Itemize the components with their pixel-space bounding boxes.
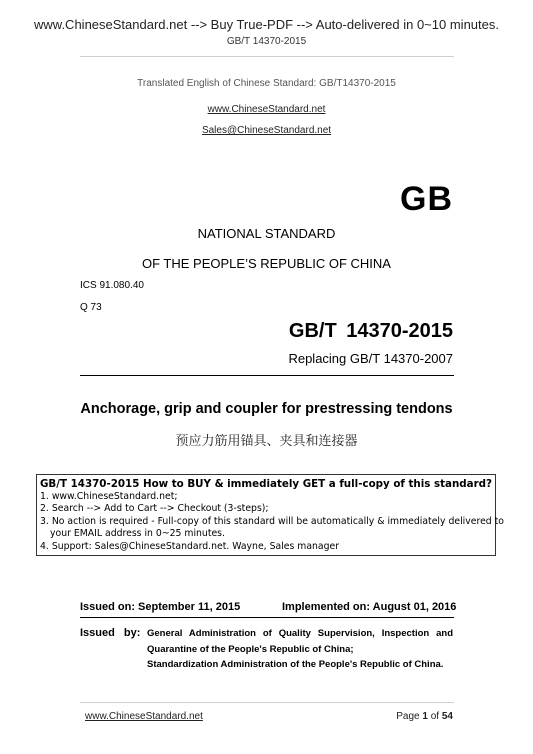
page-total: 54 bbox=[441, 711, 453, 722]
title-chinese: 预应力筋用锚具、夹具和连接器 bbox=[175, 434, 358, 449]
national-standard-line2: OF THE PEOPLE’S REPUBLIC OF CHINA bbox=[142, 256, 391, 271]
buy-box-step-3-cont: your EMAIL address in 0~25 minutes. bbox=[50, 528, 225, 540]
replacing-standard: Replacing GB/T 14370-2007 bbox=[288, 351, 453, 366]
issued-by-label: Issued by: bbox=[80, 627, 141, 639]
gb-logo: GB bbox=[400, 180, 453, 218]
page-prefix: Page bbox=[396, 711, 420, 722]
website-link-row bbox=[0, 99, 533, 117]
email-link[interactable]: Sales@ChineseStandard.net bbox=[201, 125, 332, 136]
page-indicator bbox=[396, 711, 453, 722]
email-link-row bbox=[0, 120, 533, 138]
buy-box-step-4: 4. Support: Sales@ChineseStandard.net. Wayne, Sales manager bbox=[40, 540, 340, 552]
footer-website-link[interactable]: www.ChineseStandard.net bbox=[85, 711, 203, 722]
page-of: of bbox=[430, 711, 440, 722]
classification-code: Q 73 bbox=[80, 302, 102, 313]
header-standard-number: GB/T 14370-2015 bbox=[226, 36, 307, 47]
translated-note: Translated English of Chinese Standard: GB/T14370-2015 bbox=[137, 78, 396, 89]
buy-box-step-1: 1. www.ChineseStandard.net; bbox=[40, 491, 178, 502]
issued-divider bbox=[80, 617, 454, 618]
header-divider bbox=[80, 56, 454, 57]
implemented-on-date: Implemented on: August 01, 2016 bbox=[282, 601, 457, 613]
issued-by-authority-1: General Administration of Quality Supervision, Inspection and Quarantine of the People's Republic of China; bbox=[147, 628, 453, 655]
national-standard-line1: NATIONAL STANDARD bbox=[197, 226, 336, 241]
buy-box-step-2: 2. Search --> Add to Cart --> Checkout (3-steps); bbox=[40, 503, 269, 515]
title-english: Anchorage, grip and coupler for prestressing tendons bbox=[80, 401, 453, 417]
title-divider bbox=[80, 375, 454, 376]
buy-box-step-3: 3. No action is required - Full-copy of this standard will be automatically & immediately delivered to bbox=[40, 515, 504, 527]
issued-on-date: Issued on: September 11, 2015 bbox=[80, 601, 241, 613]
website-link[interactable]: www.ChineseStandard.net bbox=[207, 104, 326, 115]
buy-box-heading: GB/T 14370-2015 How to BUY & immediately GET a full-copy of this standard? bbox=[39, 478, 493, 490]
ics-code: ICS 91.080.40 bbox=[80, 280, 144, 291]
buy-instructions-box bbox=[36, 474, 504, 556]
header-promo-line: www.ChineseStandard.net --> Buy True-PDF --> Auto-delivered in 0~10 minutes. bbox=[34, 17, 499, 32]
footer-divider bbox=[80, 702, 454, 703]
issued-by-authority-2: Standardization Administration of the People's Republic of China. bbox=[147, 659, 444, 670]
page-current: 1 bbox=[422, 711, 428, 722]
standard-number: GB/T 14370-2015 bbox=[288, 320, 453, 342]
